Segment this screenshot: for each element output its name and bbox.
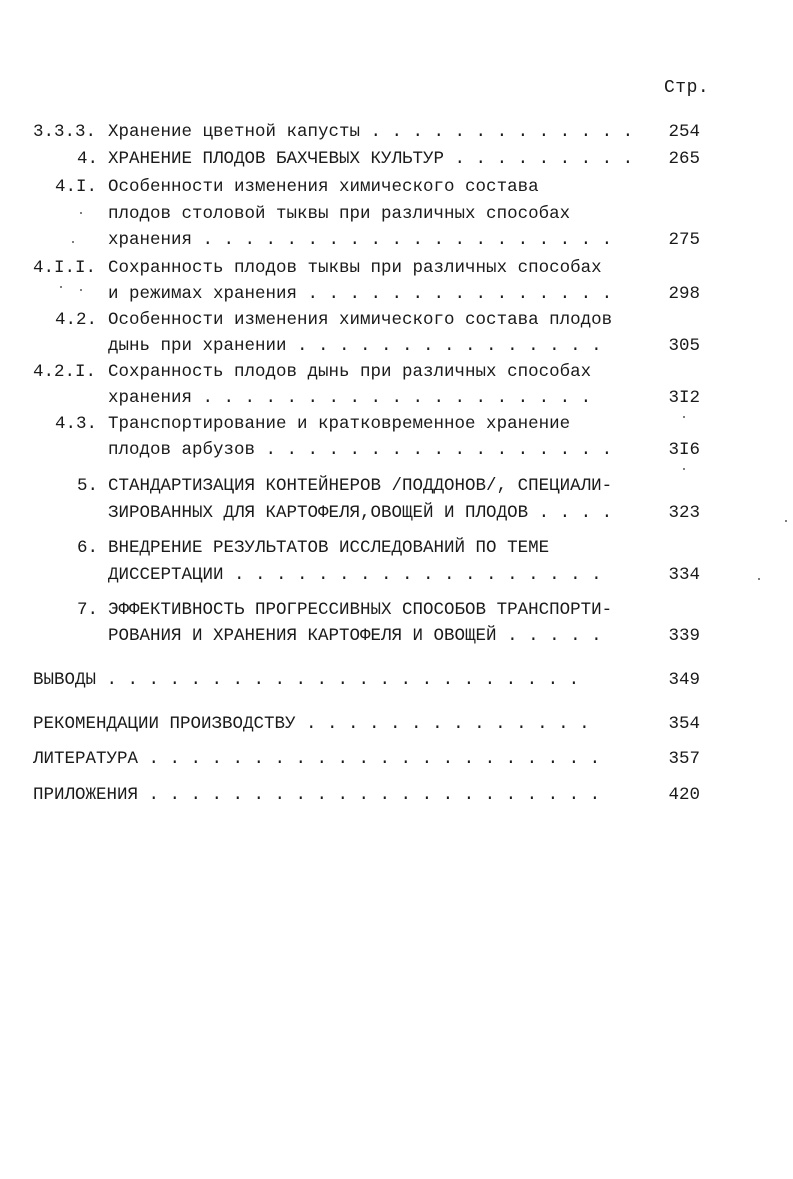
toc-entry-page: 420 [668,785,700,805]
toc-entry-title: Особенности изменения химического состава [108,177,539,197]
toc-entry-title: ВНЕДРЕНИЕ РЕЗУЛЬТАТОВ ИССЛЕДОВАНИЙ ПО ТЕМЕ [108,538,550,558]
toc-entry-title: хранения . . . . . . . . . . . . . . . . . . . . [108,230,613,250]
toc-entry-number: 7. [77,600,99,620]
scan-speck [72,241,74,243]
toc-entry [0,747,793,771]
toc-entry-continuation [0,386,793,410]
toc-entry-title: Сохранность плодов дынь при различных способах [108,362,592,382]
toc-entry-title: ПРИЛОЖЕНИЯ . . . . . . . . . . . . . . . . . . . . . . [33,785,601,805]
scan-speck [683,468,685,470]
toc-entry-title: ДИССЕРТАЦИИ . . . . . . . . . . . . . . . . . . [108,565,602,585]
toc-entry-number: 4.2. [55,310,98,330]
toc-entry [0,412,793,436]
page-column-header: Стр. [664,78,710,98]
toc-entry-page: 275 [668,230,700,250]
scan-speck [80,212,82,214]
toc-entry-page: 265 [668,149,700,169]
toc-entry-continuation [0,202,793,226]
toc-entry-title: и режимах хранения . . . . . . . . . . . . . . . [108,284,613,304]
scan-speck [60,286,62,288]
toc-entry-title: СТАНДАРТИЗАЦИЯ КОНТЕЙНЕРОВ /ПОДДОНОВ/, СПЕЦИАЛИ- [108,476,613,496]
toc-entry-title: Транспортирование и кратковременное хранение [108,414,571,434]
toc-entry-title: Сохранность плодов тыквы при различных способах [108,258,602,278]
scan-speck [758,578,760,580]
toc-entry-title: ХРАНЕНИЕ ПЛОДОВ БАХЧЕВЫХ КУЛЬТУР . . . . . . . . . [108,149,634,169]
toc-entry-continuation [0,228,793,252]
toc-entry-title: ВЫВОДЫ . . . . . . . . . . . . . . . . . . . . . . . [33,670,580,690]
toc-entry-number: 4.I. [55,177,98,197]
toc-entry-page: 334 [668,565,700,585]
scan-speck [683,416,685,418]
toc-entry-title: ЗИРОВАННЫХ ДЛЯ КАРТОФЕЛЯ,ОВОЩЕЙ И ПЛОДОВ . . . . [108,503,613,523]
toc-entry-title: плодов арбузов . . . . . . . . . . . . . . . . . [108,440,613,460]
toc-entry-title: РОВАНИЯ И ХРАНЕНИЯ КАРТОФЕЛЯ И ОВОЩЕЙ . . . . . [108,626,602,646]
scan-speck [785,520,787,522]
toc-entry-continuation [0,282,793,306]
toc-entry-title: Хранение цветной капусты . . . . . . . . . . . . . [108,122,634,142]
toc-entry [0,175,793,199]
toc-entry [0,598,793,622]
toc-entry-continuation [0,501,793,525]
toc-entry-title: РЕКОМЕНДАЦИИ ПРОИЗВОДСТВУ . . . . . . . . . . . . . . [33,714,590,734]
toc-entry [0,474,793,498]
toc-entry-title: дынь при хранении . . . . . . . . . . . . . . . [108,336,602,356]
scan-speck [80,289,82,291]
toc-entry-page: 3I6 [668,440,700,460]
toc-entry-number: 4.2.I. [33,362,97,382]
toc-entry-page: 323 [668,503,700,523]
toc-entry-continuation [0,563,793,587]
toc-entry [0,360,793,384]
toc-entry-title: ЭФФЕКТИВНОСТЬ ПРОГРЕССИВНЫХ СПОСОБОВ ТРАНСПОРТИ- [108,600,613,620]
toc-entry-title: Особенности изменения химического состава плодов [108,310,613,330]
toc-entry [0,147,793,171]
toc-entry-number: 4.3. [55,414,98,434]
toc-entry-page: 254 [668,122,700,142]
toc-entry-continuation [0,334,793,358]
toc-entry-number: 4.I.I. [33,258,97,278]
toc-entry-number: 3.3.3. [33,122,97,142]
toc-entry-number: 5. [77,476,99,496]
toc-entry-continuation [0,438,793,462]
toc-entry [0,712,793,736]
toc-entry [0,536,793,560]
toc-entry [0,308,793,332]
toc-entry-number: 4. [77,149,99,169]
toc-entry [0,668,793,692]
toc-entry [0,256,793,280]
toc-entry-page: 3I2 [668,388,700,408]
toc-entry-page: 354 [668,714,700,734]
toc-entry-page: 305 [668,336,700,356]
toc-entry-number: 6. [77,538,99,558]
toc-entry-title: плодов столовой тыквы при различных способах [108,204,571,224]
toc-entry-page: 357 [668,749,700,769]
toc-entry-title: хранения . . . . . . . . . . . . . . . . . . . [108,388,592,408]
toc-entry-page: 298 [668,284,700,304]
toc-entry-continuation [0,624,793,648]
toc-entry-page: 349 [668,670,700,690]
toc-entry-title: ЛИТЕРАТУРА . . . . . . . . . . . . . . . . . . . . . . [33,749,601,769]
toc-entry-page: 339 [668,626,700,646]
toc-entry [0,783,793,807]
toc-entry [0,120,793,144]
